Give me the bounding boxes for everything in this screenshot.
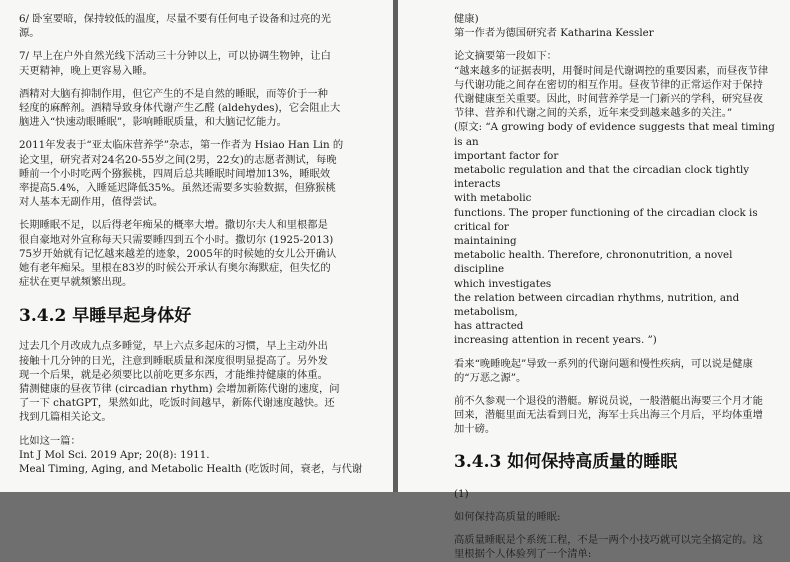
- text-line: 天更精神，晚上更容易入睡。: [19, 64, 153, 77]
- text-line: 节律、营养和代谢之间的关系，近年来受到越来越多的关注。”: [454, 107, 733, 120]
- text-line: 6/ 卧室要暗，保持较低的温度，尽量不要有任何电子设备和过亮的光: [19, 13, 331, 25]
- paragraph: [454, 49, 776, 347]
- text-line: 过去几个月改成九点多睡觉，早上六点多起床的习惯，早上主动外出: [19, 340, 328, 353]
- section-title: 如何保持高质量的睡眠: [507, 451, 678, 472]
- paragraph: [19, 87, 377, 130]
- text-line: 健康): [454, 13, 479, 25]
- text-line: 回来，潜艇里面无法看到日光，海军士兵出海三个月后，平均体重增: [454, 409, 763, 422]
- text-line: “越来越多的证据表明，用餐时间是代谢调控的重要因素，而昼夜节律: [454, 64, 769, 77]
- text-line: 论文里，研究者对24名20-55岁之间(2男，22女)的志愿者测试，每晚: [19, 153, 337, 166]
- paragraph: [19, 138, 377, 209]
- text-line: 的“万恶之源”。: [454, 371, 527, 384]
- text-line: 长期睡眠不足，以后得老年痴呆的概率大增。撒切尔夫人和里根都是: [19, 219, 328, 232]
- text-line: 找到几篇相关论文。: [19, 411, 112, 424]
- right-page: [398, 0, 790, 561]
- section-heading: [454, 451, 776, 473]
- text-line: 加十磅。: [454, 423, 496, 436]
- text-line: 2011年发表于“亚太临床营养学”杂志，第一作者为 Hsiao Han Lin 的: [19, 139, 344, 152]
- text-line: 接触十几分钟的日光，注意到睡眠质量和深度很明显提高了。另外发: [19, 354, 328, 367]
- text-line: functions. The proper functioning of the circadian clock is critical for: [454, 206, 758, 233]
- section-number: 3.4.2: [19, 306, 67, 327]
- text-line: (原文: “A growing body of evidence suggests that meal timing is an: [454, 121, 775, 148]
- text-line: 与代谢功能之间存在密切的相互作用。昼夜节律的正常运作对于保持: [454, 78, 763, 91]
- section-title: 早睡早起身体好: [72, 306, 192, 327]
- text-line: 里根据个人体验列了一个清单:: [454, 548, 592, 561]
- text-line: 轻度的麻醉剂。酒精导致身体代谢产生乙醛 (aldehydes)，它会阻止大: [19, 102, 341, 115]
- text-line: 第一作者为德国研究者 Katharina Kessler: [454, 27, 654, 40]
- section-number: 3.4.3: [454, 451, 502, 472]
- text-line: 前不久参观一个退役的潜艇。解说员说，一般潜艇出海要三个月才能: [454, 395, 763, 408]
- paragraph: [454, 533, 776, 561]
- text-line: 率提高5.4%，入睡延迟降低35%。虽然还需要多实验数据，但猕猴桃: [19, 182, 336, 195]
- paragraph: [19, 339, 377, 424]
- paragraph: [19, 12, 377, 40]
- text-line: 比如这一篇：: [19, 434, 81, 447]
- paragraph: [19, 49, 377, 77]
- paragraph: [19, 218, 377, 289]
- text-line: 高质量睡眠是个系统工程，不是一两个小技巧就可以完全搞定的。这: [454, 534, 763, 547]
- text-line: Int J Mol Sci. 2019 Apr; 20(8): 1911.: [19, 448, 210, 461]
- paragraph: [454, 394, 776, 437]
- text-line: maintaining: [454, 235, 517, 248]
- paragraph: [454, 510, 776, 524]
- text-line: important factor for: [454, 149, 559, 162]
- paragraph: [454, 357, 776, 385]
- paragraph: [19, 434, 377, 477]
- text-line: 源。: [19, 27, 40, 40]
- text-line: 很自豪地对外宣称每天只需要睡四到五个小时。撒切尔 (1925-2013): [19, 233, 334, 246]
- text-line: 75岁开始就有记忆越来越差的迹象，2005年的时候她的女儿公开确认: [19, 247, 337, 260]
- text-line: has attracted: [454, 320, 524, 333]
- text-line: which investigates: [454, 277, 552, 290]
- section-heading: [19, 305, 377, 327]
- text-line: 睡前一个小时吃两个猕猴桃，四周后总共睡眠时间增加13%，睡眠效: [19, 167, 331, 180]
- text-line: the relation between circadian rhythms, nutrition, and metabolism,: [454, 291, 740, 319]
- text-line: 现一个后果，就是必须要比以前吃更多东西，才能维持健康的体重。: [19, 368, 328, 381]
- text-line: 酒精对大脑有抑制作用，但它产生的不是自然的睡眠，而等价于一种: [19, 87, 328, 100]
- paragraph: [454, 487, 776, 501]
- left-page: [0, 0, 393, 492]
- text-line: 论文摘要第一段如下：: [454, 50, 557, 63]
- text-line: with metabolic: [454, 192, 532, 205]
- text-line: 对人基本无副作用，值得尝试。: [19, 196, 164, 209]
- text-line: 了一下 chatGPT，果然如此，吃饭时间越早，新陈代谢速度越快。还: [19, 397, 335, 410]
- text-line: 猜测健康的昼夜节律 (circadian rhythm) 会增加新陈代谢的速度，问: [19, 383, 340, 396]
- text-line: 症状在更早就频繁出现。: [19, 276, 133, 289]
- text-line: 看来“晚睡晚起”导致一系列的代谢问题和慢性疾病，可以说是健康: [454, 357, 753, 370]
- text-line: (1): [454, 487, 469, 500]
- text-line: increasing attention in recent years. ”): [454, 334, 657, 347]
- text-line: metabolic regulation and that the circadian clock tightly interacts: [454, 164, 750, 191]
- text-line: 代谢健康至关重要。因此，时间营养学是一门新兴的学科，研究昼夜: [454, 93, 763, 106]
- paragraph: [454, 12, 776, 40]
- text-line: metabolic health. Therefore, chrononutrition, a novel discipline: [454, 249, 733, 276]
- text-line: 如何保持高质量的睡眠:: [454, 510, 561, 523]
- text-line: Meal Timing, Aging, and Metabolic Health (吃饭时间，衰老，与代谢: [19, 463, 363, 476]
- text-line: 她有老年痴呆。里根在83岁的时候公开承认有奥尔海默症，但失忆的: [19, 262, 331, 275]
- text-line: 7/ 早上在户外自然光线下活动三十分钟以上，可以协调生物钟，让白: [19, 50, 331, 63]
- text-line: 脑进入“快速动眼睡眠”，影响睡眠质量，和大脑记忆能力。: [19, 116, 287, 129]
